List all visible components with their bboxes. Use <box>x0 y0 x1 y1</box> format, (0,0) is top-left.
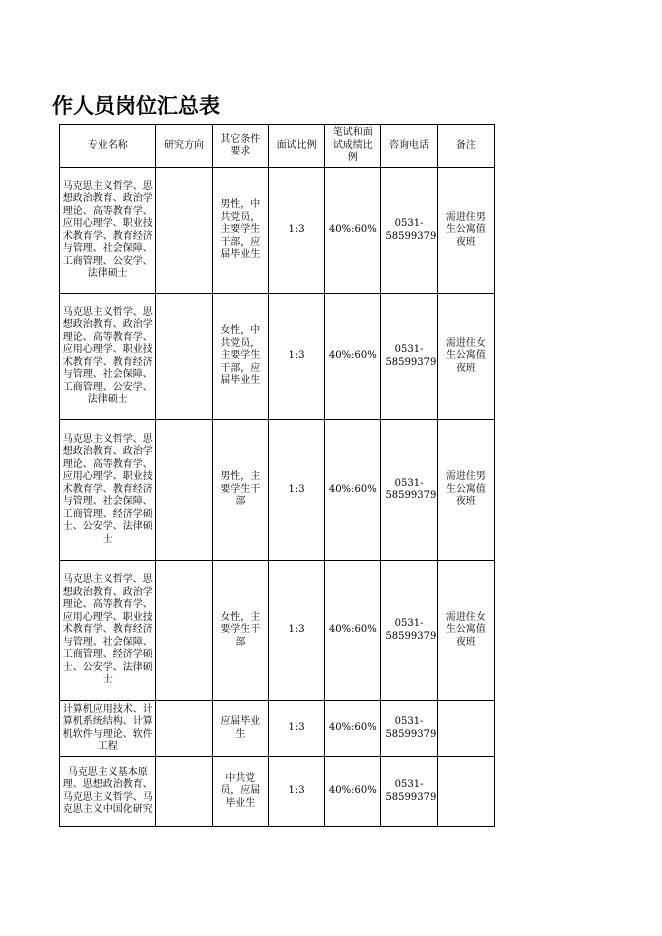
cell-score-ratio: 40%:60% <box>325 561 381 701</box>
cell-interview-ratio: 1:3 <box>268 561 324 701</box>
cell-major: 马克思主义哲学、思想政治教育、政治学理论、高等教育学、应用心理学、职业技术教育学、教育经济与管理、社会保障、工商管理、公安学、法律硕士 <box>60 294 156 420</box>
cell-major: 计算机应用技术、计算机系统结构、计算机软件与理论、软件工程 <box>60 701 156 757</box>
cell-direction <box>156 701 212 757</box>
cell-note <box>437 701 494 757</box>
cell-interview-ratio: 1:3 <box>268 294 324 420</box>
cell-score-ratio: 40%:60% <box>325 168 381 294</box>
cell-direction <box>156 757 212 827</box>
cell-major: 马克思主义哲学、思想政治教育、政治学理论、高等教育学、应用心理学、职业技术教育学、教育经济与管理、社会保障、工商管理、经济学硕士、公安学、法律硕士 <box>60 420 156 561</box>
table-row <box>60 168 495 294</box>
cell-note: 需进住女生公寓值夜班 <box>437 294 494 420</box>
cell-major: 马克思主义哲学、思想政治教育、政治学理论、高等教育学、应用心理学、职业技术教育学、教育经济与管理、社会保障、工商管理、公安学、法律硕士 <box>60 168 156 294</box>
cell-note: 需进住男生公寓值夜班 <box>437 420 494 561</box>
cell-note <box>437 757 494 827</box>
cell-note: 需进住女生公寓值夜班 <box>437 561 494 701</box>
cell-conditions: 女性，主要学生干部 <box>212 561 268 701</box>
header-interview-ratio: 面试比例 <box>268 125 324 168</box>
cell-conditions: 男性，中共党员，主要学生干部，应届毕业生 <box>212 168 268 294</box>
table-row <box>60 420 495 561</box>
cell-direction <box>156 420 212 561</box>
cell-note: 需进住男生公寓值夜班 <box>437 168 494 294</box>
cell-interview-ratio: 1:3 <box>268 420 324 561</box>
cell-conditions: 应届毕业生 <box>212 701 268 757</box>
positions-table <box>59 124 495 827</box>
table-row <box>60 757 495 827</box>
table-row <box>60 294 495 420</box>
table-row <box>60 561 495 701</box>
cell-conditions: 女性，中共党员，主要学生干部，应届毕业生 <box>212 294 268 420</box>
cell-conditions: 中共党员，应届毕业生 <box>212 757 268 827</box>
page-title: 作人员岗位汇总表 <box>52 94 220 118</box>
cell-score-ratio: 40%:60% <box>325 294 381 420</box>
cell-phone: 0531-58599379 <box>381 757 437 827</box>
header-phone: 咨询电话 <box>381 125 437 168</box>
cell-conditions: 男性，主要学生干部 <box>212 420 268 561</box>
cell-score-ratio: 40%:60% <box>325 420 381 561</box>
table-row <box>60 701 495 757</box>
cell-interview-ratio: 1:3 <box>268 168 324 294</box>
header-score-ratio: 笔试和面试成绩比例 <box>325 125 381 168</box>
header-direction: 研究方向 <box>156 125 212 168</box>
header-conditions: 其它条件要求 <box>212 125 268 168</box>
cell-interview-ratio: 1:3 <box>268 701 324 757</box>
table-header-row <box>60 125 495 168</box>
cell-score-ratio: 40%:60% <box>325 701 381 757</box>
cell-direction <box>156 294 212 420</box>
cell-phone: 0531-58599379 <box>381 701 437 757</box>
header-major: 专业名称 <box>60 125 156 168</box>
cell-phone: 0531-58599379 <box>381 561 437 701</box>
cell-direction <box>156 561 212 701</box>
cell-phone: 0531-58599379 <box>381 168 437 294</box>
cell-direction <box>156 168 212 294</box>
cell-interview-ratio: 1:3 <box>268 757 324 827</box>
cell-major: 马克思主义哲学、思想政治教育、政治学理论、高等教育学、应用心理学、职业技术教育学、教育经济与管理、社会保障、工商管理、经济学硕士、公安学、法律硕士 <box>60 561 156 701</box>
header-note: 备注 <box>437 125 494 168</box>
cell-score-ratio: 40%:60% <box>325 757 381 827</box>
cell-phone: 0531-58599379 <box>381 294 437 420</box>
cell-major: 马克思主义基本原理、思想政治教育、马克思主义哲学、马克思主义中国化研究 <box>60 757 156 827</box>
cell-phone: 0531-58599379 <box>381 420 437 561</box>
